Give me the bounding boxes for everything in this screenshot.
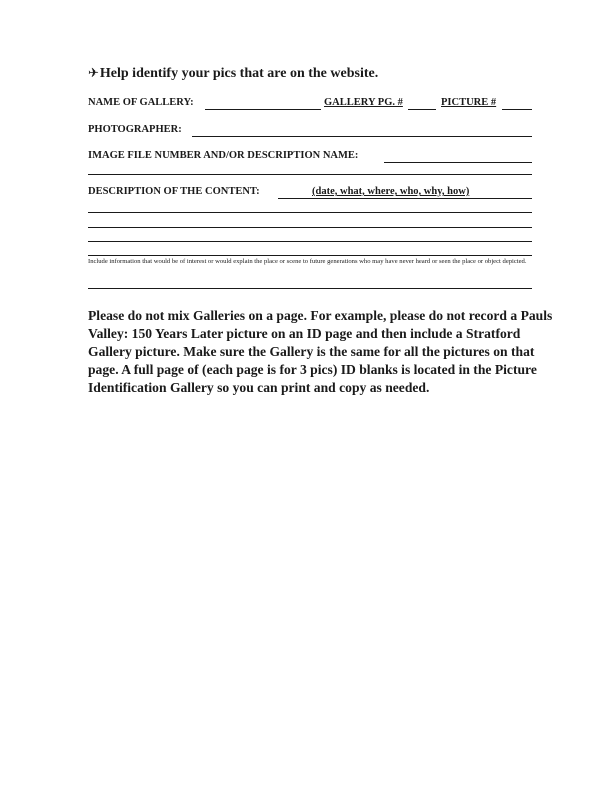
photographer-label: PHOTOGRAPHER: bbox=[88, 124, 182, 135]
description-line[interactable] bbox=[278, 198, 532, 199]
gallery-name-line[interactable] bbox=[205, 109, 321, 110]
form-heading-text: Help identify your pics that are on the website. bbox=[99, 66, 379, 81]
gallery-name-label: NAME OF GALLERY: bbox=[88, 97, 194, 108]
description-label: DESCRIPTION OF THE CONTENT: bbox=[88, 186, 260, 197]
image-file-extra-line[interactable] bbox=[88, 174, 532, 175]
photographer-row bbox=[88, 124, 532, 140]
airplane-icon: ✈ bbox=[88, 66, 99, 81]
description-line-5[interactable] bbox=[88, 255, 532, 256]
photographer-line[interactable] bbox=[192, 136, 532, 137]
instructions-block bbox=[88, 307, 558, 397]
picture-number-line[interactable] bbox=[502, 109, 532, 110]
description-hint: (date, what, where, who, why, how) bbox=[312, 186, 470, 197]
instructions-text: Please do not mix Galleries on a page. For example, please do not record a Pauls Valley: 150 Years Later picture on an ID page and then include a Stratford Gallery picture. Make sure the Gallery is the same for all the pictures on that page. A full page of (each page is for 3 pics) ID blanks is located in the Picture Identification Gallery so you can print and copy as needed. bbox=[88, 308, 553, 395]
form-heading bbox=[88, 66, 378, 82]
image-file-line[interactable] bbox=[384, 162, 532, 163]
image-file-label: IMAGE FILE NUMBER AND/OR DESCRIPTION NAME: bbox=[88, 150, 359, 161]
image-file-row bbox=[88, 150, 532, 166]
description-line-2[interactable] bbox=[88, 212, 532, 213]
description-line-3[interactable] bbox=[88, 227, 532, 228]
description-line-4[interactable] bbox=[88, 241, 532, 242]
note-bottom-line bbox=[88, 288, 532, 289]
gallery-row bbox=[88, 97, 532, 113]
description-note: Include information that would be of interest or would explain the place or scene to future generations who may have never heard or seen the place or object depicted. bbox=[88, 258, 527, 265]
description-row bbox=[88, 186, 532, 202]
gallery-page-label: GALLERY PG. # bbox=[324, 97, 403, 108]
gallery-page-line[interactable] bbox=[408, 109, 436, 110]
picture-number-label: PICTURE # bbox=[441, 97, 497, 108]
